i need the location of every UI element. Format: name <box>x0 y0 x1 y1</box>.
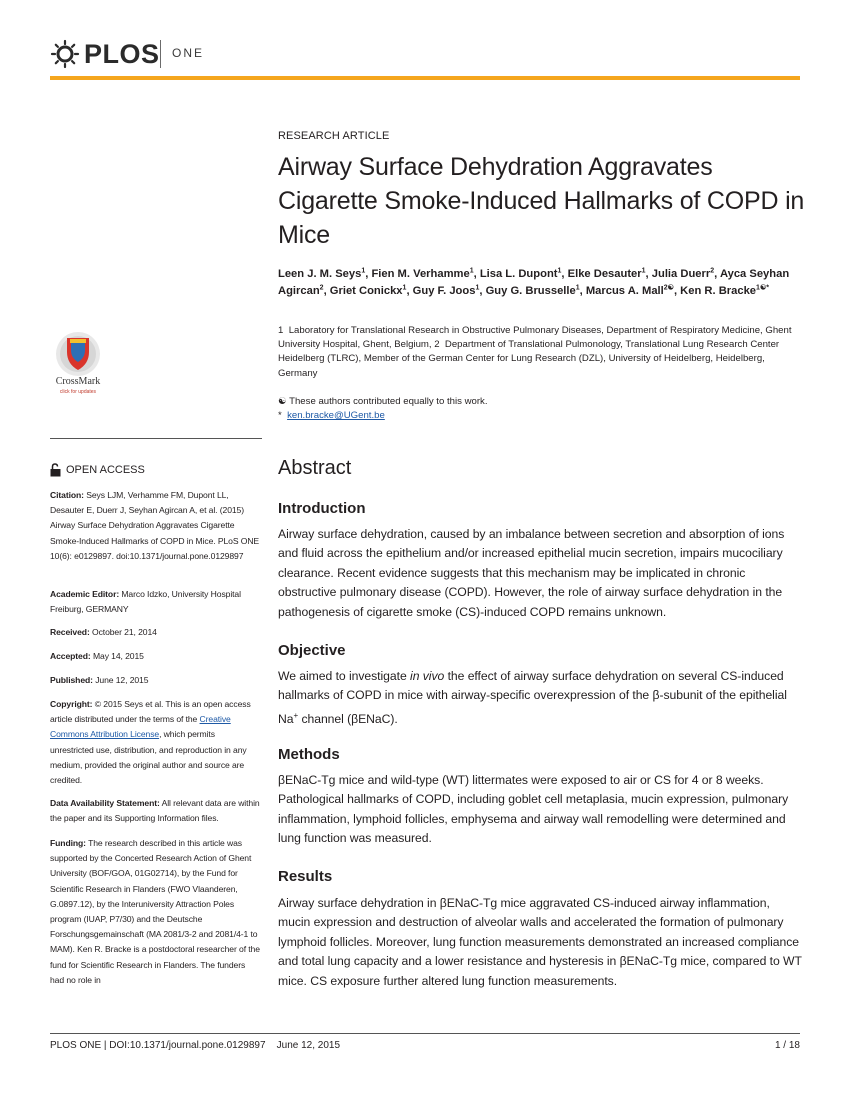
accepted-label: Accepted: <box>50 651 91 661</box>
editor-text: Marco Idzko, University Hospital Freiburg, GERMANY <box>50 589 241 615</box>
methods-text: βENaC-Tg mice and wild-type (WT) littermates were exposed to air or CS for 4 or 8 weeks. Pathological hallmarks of COPD, including goblet cell metaplasia, mucin expression, pulmonary inflammation, lymphoid follicles, emphysema and airway wall remodelling were determined and lung function was measured. <box>278 773 789 846</box>
crossmark-icon <box>48 330 108 376</box>
introduction-heading: Introduction <box>278 500 366 517</box>
data-availability-block <box>50 796 260 826</box>
equal-contribution-note <box>278 395 803 409</box>
plos-logo[interactable] <box>50 36 160 72</box>
funding-label: Funding: <box>50 838 86 848</box>
article-title: Airway Surface Dehydration Aggravates Cigarette Smoke-Induced Hallmarks of COPD in Mice <box>278 153 805 249</box>
editor-block <box>50 587 260 617</box>
author <box>371 268 473 280</box>
data-availability-text: All relevant data are within the paper and its Supporting Information files. <box>50 798 260 824</box>
author-affiliation-sup: 2 <box>710 267 715 275</box>
published-block <box>50 673 260 688</box>
crossmark-badge[interactable] <box>48 330 108 400</box>
accepted-text: May 14, 2015 <box>92 651 144 661</box>
author-name: Leen J. M. Seys <box>278 268 362 280</box>
objective-text <box>278 667 802 729</box>
author-affiliation-sup: 1 <box>475 283 480 291</box>
objective-sup: + <box>293 710 299 720</box>
open-access-label: OPEN ACCESS <box>66 464 145 476</box>
author <box>568 268 646 280</box>
plos-sun-icon <box>50 39 80 69</box>
funding-text: The research described in this article was supported by the Concerted Research Action of Ghent University (BOF/GOA, 01G02714), by the Fund for Scientific Research in Flanders (FWO Vlaanderen, G.0897.12), by the Interuniversity Attraction Poles program (IUAP, P7/30) and the Deutsche Forschungsgemainschaft (MA 2081/3-2 and 2081/4-1 to MAM). Ken R. Bracke is a postdoctoral researcher of the fund for Scientific Research in Flanders. The funders had no role in <box>50 838 260 985</box>
author <box>586 285 674 297</box>
affiliation-2-num: 2 <box>434 339 440 351</box>
citation-block <box>50 488 260 564</box>
author-name: Guy F. Joos <box>412 284 476 297</box>
author-name: Guy G. Brusselle <box>485 284 576 297</box>
author-name: Ayca Seyhan Agircan <box>278 268 790 297</box>
unlock-icon <box>50 463 61 477</box>
article-type: RESEARCH ARTICLE <box>278 130 390 142</box>
author-list: Leen J. M. Seys$^1$, Fien M. Verhamme$^1$, Lisa L. Dupont$^1$, Elke Desauter$^1$, Julia Duerr$^2$, Ayca Seyhan Agircan$^2$, Griet Conickx$^1$, Guy F. Joos$^1$, Guy G. Brusselle$^1$, Marcus A. Mall$^{2☯}$, Ken R. Bracke$^{1☯*}$ <box>278 267 790 297</box>
corresponding-author-note <box>278 409 803 423</box>
author-affiliation-sup: 1 <box>469 267 474 275</box>
cc-license-link[interactable]: Creative Commons Attribution License <box>50 714 231 740</box>
page-number: 1 / 18 <box>774 1040 800 1051</box>
equal-contribution-symbol: ☯ <box>278 396 287 407</box>
plos-wordmark: PLOS <box>84 38 160 69</box>
author-affiliation-sup: 2 <box>319 283 324 291</box>
crossmark-sub: click for updates <box>59 389 97 395</box>
author <box>680 285 769 297</box>
copyright-label: Copyright: <box>50 699 93 709</box>
copyright-text-2: , which permits unrestricted use, distribution, and reproduction in any medium, provided the original author and source are credited. <box>50 729 247 786</box>
author-name: Griet Conickx <box>329 284 403 297</box>
affiliations <box>278 324 803 381</box>
author-affiliation-sup: 1 <box>402 283 407 291</box>
author-affiliation-sup: 1 <box>575 283 580 291</box>
editor-label: Academic Editor: <box>50 589 120 599</box>
author-name: Marcus A. Mall <box>585 284 664 297</box>
author-name: Elke Desauter <box>567 268 642 280</box>
author <box>413 285 480 297</box>
copyright-block <box>50 697 260 788</box>
footer-rule <box>50 1033 800 1034</box>
author <box>480 268 562 280</box>
objective-text-1: We aimed to investigate <box>278 669 411 683</box>
objective-heading: Objective <box>278 642 346 659</box>
published-text: June 12, 2015 <box>95 675 149 685</box>
accepted-block <box>50 649 260 664</box>
equal-contribution-text: These authors contributed equally to this work. <box>289 396 488 407</box>
affiliation-1: Laboratory for Translational Research in Obstructive Pulmonary Diseases, Department of Respiratory Medicine, Ghent University Hospital, Ghent, Belgium, <box>278 325 792 351</box>
author <box>486 285 580 297</box>
abstract-heading: Abstract <box>278 457 352 479</box>
author-affiliation-sup: 1☯* <box>756 283 769 291</box>
footer-citation: PLOS ONE | DOI:10.1371/journal.pone.0129897 June 12, 2015 <box>50 1040 341 1051</box>
author <box>652 268 714 280</box>
introduction-text: Airway surface dehydration, caused by an imbalance between secretion and absorption of ions and fluid across the epithelium and/or increased epithelial mucin secretion, impairs mucociliary clearance. Recent evidence suggests that this mechanism may be implicated in chronic obstructive pulmonary disease (COPD). However, the role of airway surface dehydration in the pathogenesis of cigarette smoke (CS)-induced COPD remains unknown. <box>278 527 785 619</box>
corresponding-symbol: * <box>278 410 282 421</box>
objective-italic: in vivo <box>410 669 445 683</box>
author <box>278 268 365 280</box>
methods-heading: Methods <box>278 746 340 763</box>
author-name: Ken R. Bracke <box>680 284 757 297</box>
journal-header <box>50 34 800 80</box>
funding-block <box>50 836 260 988</box>
author <box>330 285 407 297</box>
received-block <box>50 625 260 640</box>
results-text: Airway surface dehydration in βENaC-Tg mice aggravated CS-induced airway inflammation, mucin expression and destruction of alveolar walls and accelerated the formation of pulmonary lymphoid follicles. Moreover, lung function measurements demonstrated an increased compliance and total lung capacity and a lower resistance and hysteresis in βENaC-Tg mice, compared to WT mice. CS exposure further altered lung function measurements. <box>278 896 802 988</box>
received-label: Received: <box>50 627 90 637</box>
author-affiliation-sup: 2☯ <box>663 283 674 291</box>
affiliation-2: Department of Translational Pulmonology, Translational Lung Research Center Heidelberg (TLRC), Member of the German Center for Lung Research (DZL), University of Heidelberg, Heidelberg, Germany <box>278 339 780 379</box>
author-name: Julia Duerr <box>651 268 711 280</box>
author-affiliation-sup: 1 <box>361 267 366 275</box>
author-affiliation-sup: 1 <box>641 267 646 275</box>
author-name: Fien M. Verhamme <box>371 268 470 280</box>
affiliation-1-num: 1 <box>278 325 284 336</box>
author-name: Lisa L. Dupont <box>479 268 558 280</box>
sidebar-rule <box>50 438 262 439</box>
open-access-badge <box>50 463 145 477</box>
journal-name: ONE <box>172 46 205 60</box>
objective-text-3: channel (βENaC). <box>298 711 398 726</box>
corresponding-email-link[interactable]: ken.bracke@UGent.be <box>287 410 385 421</box>
copyright-text-1: © 2015 Seys et al. This is an open access article distributed under the terms of the <box>50 699 251 725</box>
logo-divider <box>160 40 161 68</box>
author-affiliation-sup: 1 <box>557 267 562 275</box>
author-notes <box>278 395 803 423</box>
crossmark-label: CrossMark <box>55 376 101 387</box>
data-availability-label: Data Availability Statement: <box>50 798 160 808</box>
objective-text-2: the effect of airway surface dehydration on several CS-induced hallmarks of COPD in mice with airway-specific overexpression of the β-subunit of the epithelial Na <box>278 669 787 726</box>
received-text: October 21, 2014 <box>92 627 157 637</box>
results-heading: Results <box>278 868 333 885</box>
citation-text: Seys LJM, Verhamme FM, Dupont LL, Desauter E, Duerr J, Seyhan Agircan A, et al. (2015) Airway Surface Dehydration Aggravates Cigarette Smoke-Induced Hallmarks of COPD in Mice. PLoS ONE 10(6): e0129897. doi:10.1371/journal.pone.0129897 <box>50 490 260 561</box>
header-accent-rule <box>50 76 800 80</box>
citation-label: Citation: <box>50 490 84 500</box>
published-label: Published: <box>50 675 93 685</box>
